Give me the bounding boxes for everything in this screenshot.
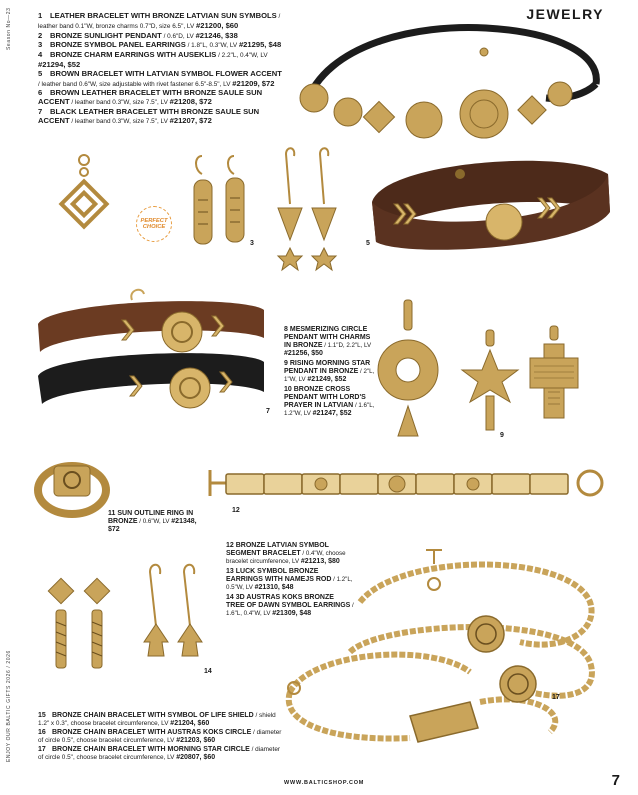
- symbol-panel-earrings-photo: [188, 150, 250, 250]
- list-item: 16 BRONZE CHAIN BRACELET WITH AUSTRAS KOKS CIRCLE / diameter of circle 0.5", choose bracelet circumference, LV #21203, $60: [38, 728, 282, 745]
- list-item: 1 LEATHER BRACELET WITH BRONZE LATVIAN SUN SYMBOLS / leather band 0.1"W, bronze charms 0.7"D, size 6.5", LV #21200, $60: [38, 11, 281, 30]
- ring-caption: 11 SUN OUTLINE RING IN BRONZE / 0.6"W, LV #21348, $72: [108, 510, 197, 533]
- photo-label-5: 5: [366, 240, 370, 247]
- item-list-pendants: [284, 326, 376, 418]
- austras-koks-earrings-photo: [138, 560, 208, 670]
- season-label: Season No—23: [6, 7, 12, 50]
- list-item: 4 BRONZE CHARM EARRINGS WITH AUSEKLIS / 2.2"L, 0.4"W, LV #21294, $52: [38, 50, 268, 69]
- list-item: 5 BROWN BRACELET WITH LATVIAN SYMBOL FLOWER ACCENT / leather band 0.6"W, size adjustable with rivet fastener 6.5"-8.5", LV #21209, $72: [38, 68, 282, 88]
- photo-label-3: 3: [250, 240, 254, 247]
- footer-url[interactable]: WWW.BALTICSHOP.COM: [284, 780, 365, 786]
- page-number: 7: [611, 772, 620, 789]
- photo-label-9: 9: [500, 432, 504, 439]
- list-item: 17 BRONZE CHAIN BRACELET WITH MORNING STAR CIRCLE / diameter of circle 0.5", choose bracelet circumference, LV #20807, $60: [38, 745, 281, 762]
- photo-label-17: 17: [552, 694, 560, 701]
- chain-bracelets-photo: [270, 542, 620, 752]
- list-item: 12 BRONZE LATVIAN SYMBOL SEGMENT BRACELET / 0.4"W, choose bracelet circumference, LV #21213, $80: [226, 542, 346, 565]
- photo-label-14: 14: [204, 668, 212, 675]
- sunlight-pendant-photo: [56, 150, 112, 240]
- item-list-bottom: [38, 712, 286, 762]
- badge-line1: PERFECT: [140, 217, 168, 224]
- page-title: JEWELRY: [526, 6, 604, 22]
- segment-bracelet-photo: [206, 464, 604, 504]
- leather-bracelet-sun-symbols-photo: [296, 14, 616, 150]
- list-item: 6 BROWN LEATHER BRACELET WITH BRONZE SAULE SUN ACCENT / leather band 0.3"W, size 7.5", LV #21208, $72: [38, 88, 263, 107]
- list-item: 8 MESMERIZING CIRCLE PENDANT WITH CHARMS IN BRONZE / 1.1"D, 2.2"L, LV #21256, $50: [284, 326, 372, 357]
- list-item: 7 BLACK LEATHER BRACELET WITH BRONZE SAULE SUN ACCENT / leather band 0.3"W, size 7.5", LV #21207, $72: [38, 106, 260, 125]
- sun-outline-ring-photo: [34, 454, 110, 518]
- list-item: 15 BRONZE CHAIN BRACELET WITH SYMBOL OF LIFE SHIELD / shield 1.2" x 0.3", choose bracelet circumference, LV #21204, $60: [38, 712, 276, 728]
- list-item: 14 3D AUSTRAS KOKS BRONZE TREE OF DAWN SYMBOL EARRINGS / 1.6"L, 0.4"W, LV #21309, $48: [226, 594, 354, 617]
- photo-label-12: 12: [232, 507, 240, 514]
- perfect-choice-badge: [136, 206, 172, 242]
- bronze-pendants-photo: [374, 296, 614, 446]
- badge-line2: CHOICE: [142, 224, 166, 230]
- photo-label-7: 7: [266, 408, 270, 415]
- list-item: 13 LUCK SYMBOL BRONZE EARRINGS WITH NAMEJS ROD / 1.2"L, 0.5"W, LV #21310, $48: [226, 568, 353, 591]
- list-item: 2 BRONZE SUNLIGHT PENDANT / 0.6"D, LV #21246, $38: [38, 30, 238, 40]
- luck-symbol-earrings-photo: [46, 574, 114, 674]
- leather-bracelets-saule-photo: [32, 280, 272, 418]
- list-item: 9 RISING MORNING STAR PENDANT IN BRONZE / 2"L, 1"W, LV #21249, $52: [284, 360, 375, 383]
- auseklis-charm-earrings-photo: [272, 144, 344, 284]
- brown-bracelet-flower-accent-photo: [364, 152, 618, 262]
- list-item: 10 BRONZE CROSS PENDANT WITH LORD'S PRAYER IN LATVIAN / 1.6"L, 1.2"W, LV #21247, $52: [284, 386, 375, 417]
- item-list-top: [38, 12, 282, 127]
- list-item: 3 BRONZE SYMBOL PANEL EARRINGS / 1.8"L, 0.3"W, LV #21295, $48: [38, 40, 282, 50]
- catalog-label: ENJOY OUR BALTIC GIFTS 2026 / 2026: [6, 650, 12, 762]
